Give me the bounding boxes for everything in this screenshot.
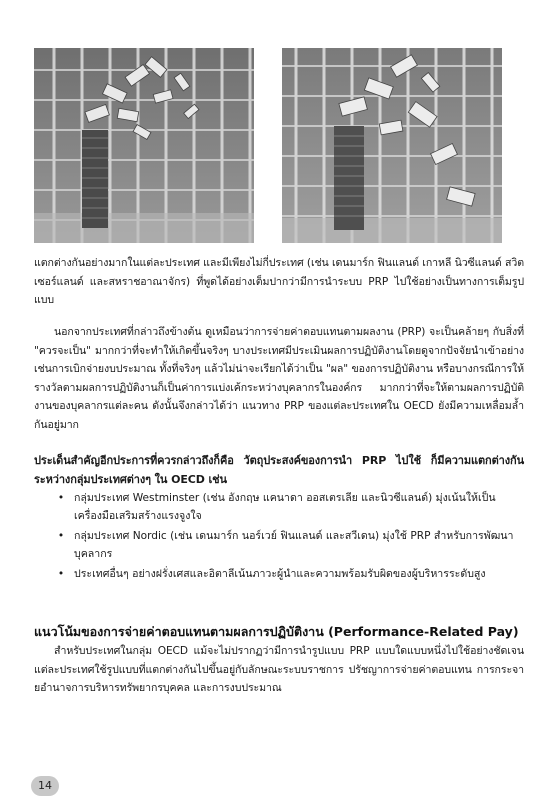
list-item-nordic — [56, 527, 522, 563]
section-heading: แนวโน้มของการจ่ายค่าตอบแทนตามผลการปฏิบัติงาน (Performance-Related Pay) — [34, 624, 519, 639]
page-number: 14 — [31, 776, 59, 796]
bullet-icon: • — [57, 568, 65, 580]
list-item-text: กลุ่มประเทศ Westminster (เช่น อังกฤษ แคนาดา ออสเตรเลีย และนิวซีแลนด์) มุ่งเน้นให้เป็นเครื่องมือเสริมสร้างแรงจูงใจ — [74, 492, 496, 522]
country-group-list — [56, 489, 522, 585]
photo-money-building-left — [34, 48, 254, 243]
paragraph-continuation: แตกต่างกันอย่างมากในแต่ละประเทศ และมีเพียงไม่กี่ประเทศ (เช่น เดนมาร์ก ฟินแลนด์ เกาหลี นิวซีแลนด์ สวิตเซอร์แลนด์ และสหราชอาณาจักร) ที่พูดได้อย่างเต็มปากว่ามีการนำระบบ PRP ไปใช้อย่างเป็นทางการเต็มรูปแบบ — [34, 257, 524, 306]
paragraph-objectives-intro: ประเด็นสำคัญอีกประการที่ควรกล่าวถึงก็คือ วัตถุประสงค์ของการนำ PRP ไปใช้ ก็มีความแตกต่างกันระหว่างกลุ่มประเทศต่างๆ ใน OECD เช่น — [34, 454, 524, 486]
bullet-icon: • — [57, 492, 65, 504]
bullet-icon: • — [57, 530, 65, 542]
list-item-westminster — [56, 489, 522, 525]
paragraph-prp-discussion: นอกจากประเทศที่กล่าวถึงข้างต้น ดูเหมือนว่าการจ่ายค่าตอบแทนตามผลงาน (PRP) จะเป็นคล้ายๆ กับสิ่งที่ "ควรจะเป็น" มากกว่าที่จะทำให้เกิดขึ้นจริงๆ บางประเทศมีประเมินผลการปฏิบัติงานโดยดูจากปัจจัยนำเข้าอย่างเช่นการเบิกจ่ายงบประมาณ ทั้งที่จริงๆ แล้วไม่น่าจะเรียกได้ว่าเป็น "ผล" ของการปฏิบัติงาน หรือบางกรณีการให้รางวัลตามผลการปฏิบัติงานก็เป็นค่าการแบ่งเค้กระหว่างบุคลากรในองค์กร มากกว่าที่จะให้ตามผลการปฏิบัติงานของบุคลากรแต่ละคน ดังนั้นจึงกล่าวได้ว่า แนวทาง PRP ของแต่ละประเทศใน OECD ยังมีความเหลื่อมล้ำกันอยู่มาก — [34, 326, 524, 431]
list-item-text: ประเทศอื่นๆ อย่างฝรั่งเศสและอิตาลีเน้นภาวะผู้นำและความพร้อมรับผิดของผู้บริหารระดับสูง — [74, 568, 486, 580]
paragraph-oecd-trend: สำหรับประเทศในกลุ่ม OECD แม้จะไม่ปรากฏว่ามีการนำรูปแบบ PRP แบบใดแบบหนึ่งไปใช้อย่างชัดเจน แต่ละประเทศใช้รูปแบบที่แตกต่างกันไปขึ้นอยู่กับลักษณะระบบราชการ ปรัชญาการจ่ายค่าตอบแทน การกระจายอำนาจการบริหารทรัพยากรบุคคล และการงบประมาณ — [34, 645, 524, 694]
photo-money-building-right — [282, 48, 502, 243]
list-item-others — [56, 565, 522, 583]
list-item-text: กลุ่มประเทศ Nordic (เช่น เดนมาร์ก นอร์เวย์ ฟินแลนด์ และสวีเดน) มุ่งใช้ PRP สำหรับการพัฒนาบุคลากร — [74, 530, 514, 560]
